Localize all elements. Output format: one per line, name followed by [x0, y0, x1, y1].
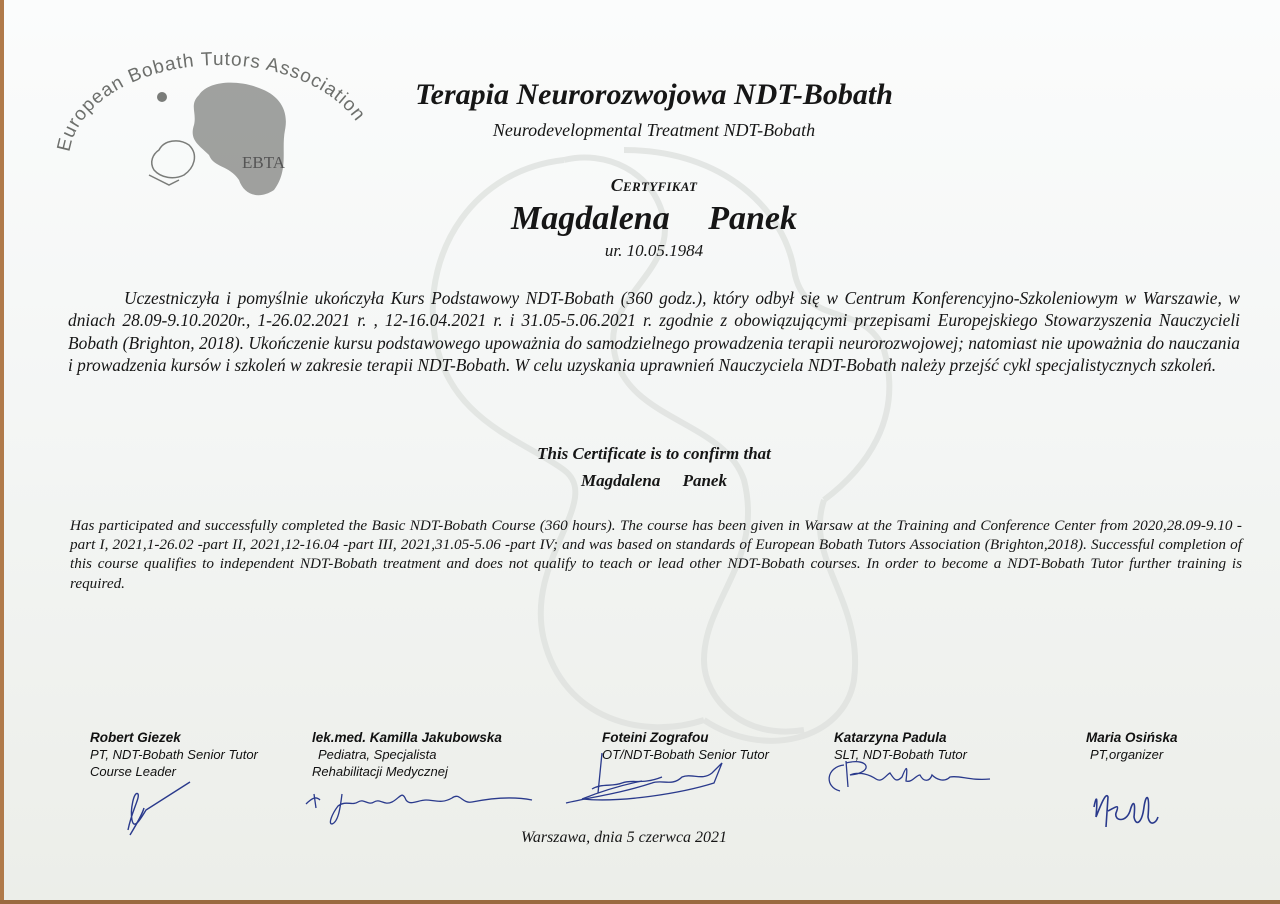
english-body-text: Has participated and successfully completed the Basic NDT-Bobath Course (360 hours). The course has been given in Warsaw at the Training and Conference Center from 2020,28.09-9.10 -part I, 2021,1-26.02 -part II, 2021,12-16.04 -part III, 2021,31.05-5.06 -part IV; and was based on standards of European Bobath Tutors Association (Brighton,2018). Successful completion of this course qualifies to independent NDT-Bobath treatment and does not qualify to teach or lead other NDT-Bobath courses. In order to become a NDT-Bobath Tutor further training is required.	[70, 517, 1242, 592]
signatory-role-2: Course Leader	[90, 764, 176, 779]
signatory-name: lek.med. Kamilla Jakubowska	[312, 730, 502, 745]
signatory-1	[90, 729, 290, 840]
signatory-role: OT/NDT-Bobath Senior Tutor	[602, 747, 769, 762]
signatory-3	[602, 729, 812, 813]
signatory-name: Robert Giezek	[90, 730, 181, 745]
english-recipient-name: Magdalena Panek	[581, 471, 727, 490]
logo-arc-text: European Bobath Tutors Association	[53, 50, 370, 154]
signature-icon	[302, 780, 542, 830]
document-title: Terapia Neurorozwojowa NDT-Bobath	[415, 78, 893, 111]
certificate-heading: Certyfikat	[610, 175, 698, 195]
birth-date: ur. 10.05.1984	[604, 241, 704, 260]
signature-icon	[820, 757, 1000, 807]
signatory-role: PT,organizer	[1090, 747, 1164, 762]
signatory-4	[834, 729, 1034, 807]
signatory-role-2: Rehabilitacji Medycznej	[312, 764, 448, 779]
signatory-role: PT, NDT-Bobath Senior Tutor	[90, 747, 258, 762]
europe-map-icon	[149, 83, 286, 196]
ebta-logo	[49, 50, 389, 210]
signatory-2	[312, 729, 542, 830]
signature-icon	[1086, 767, 1186, 837]
signatory-name: Katarzyna Padula	[834, 730, 947, 745]
signatory-role: SLT, NDT-Bobath Tutor	[834, 747, 967, 762]
document-subtitle: Neurodevelopmental Treatment NDT-Bobath	[492, 120, 816, 140]
certificate-page	[4, 0, 1280, 900]
recipient-name: Magdalena Panek	[511, 200, 797, 237]
signature-icon	[120, 780, 200, 840]
page-edge	[0, 900, 1280, 904]
english-heading: This Certificate is to confirm that	[537, 444, 771, 463]
signatory-5	[1086, 729, 1216, 837]
place-and-date: Warszawa, dnia 5 czerwca 2021	[520, 829, 728, 846]
polish-body-text: Uczestniczyła i pomyślnie ukończyła Kurs Podstawowy NDT-Bobath (360 godz.), który odbył się w Centrum Konferencyjno-Szkoleniowym w Warszawie, w dniach 28.09-9.10.2020r., 1-26.02.2021 r. , 12-16.04.2021 r. i 31.05-5.06.2021 r. zgodnie z obowiązującymi przepisami Europejskiego Stowarzyszenia Nauczycieli Bobath (Brighton, 2018). Ukończenie kursu podstawowego upoważnia do samodzielnego prowadzenia terapii neurorozwojowej; natomiast nie upoważnia do nauczania i prowadzenia kursów i szkoleń w zakresie terapii NDT-Bobath. W celu uzyskania uprawnień Nauczyciela NDT-Bobath należy przejść cykl specjalistycznych szkoleń.	[68, 288, 1240, 376]
signatory-name: Foteini Zografou	[602, 730, 709, 745]
signatory-role: Pediatra, Specjalista	[318, 747, 437, 762]
logo-abbreviation: EBTA	[242, 153, 286, 172]
signatory-name: Maria Osińska	[1086, 730, 1178, 745]
